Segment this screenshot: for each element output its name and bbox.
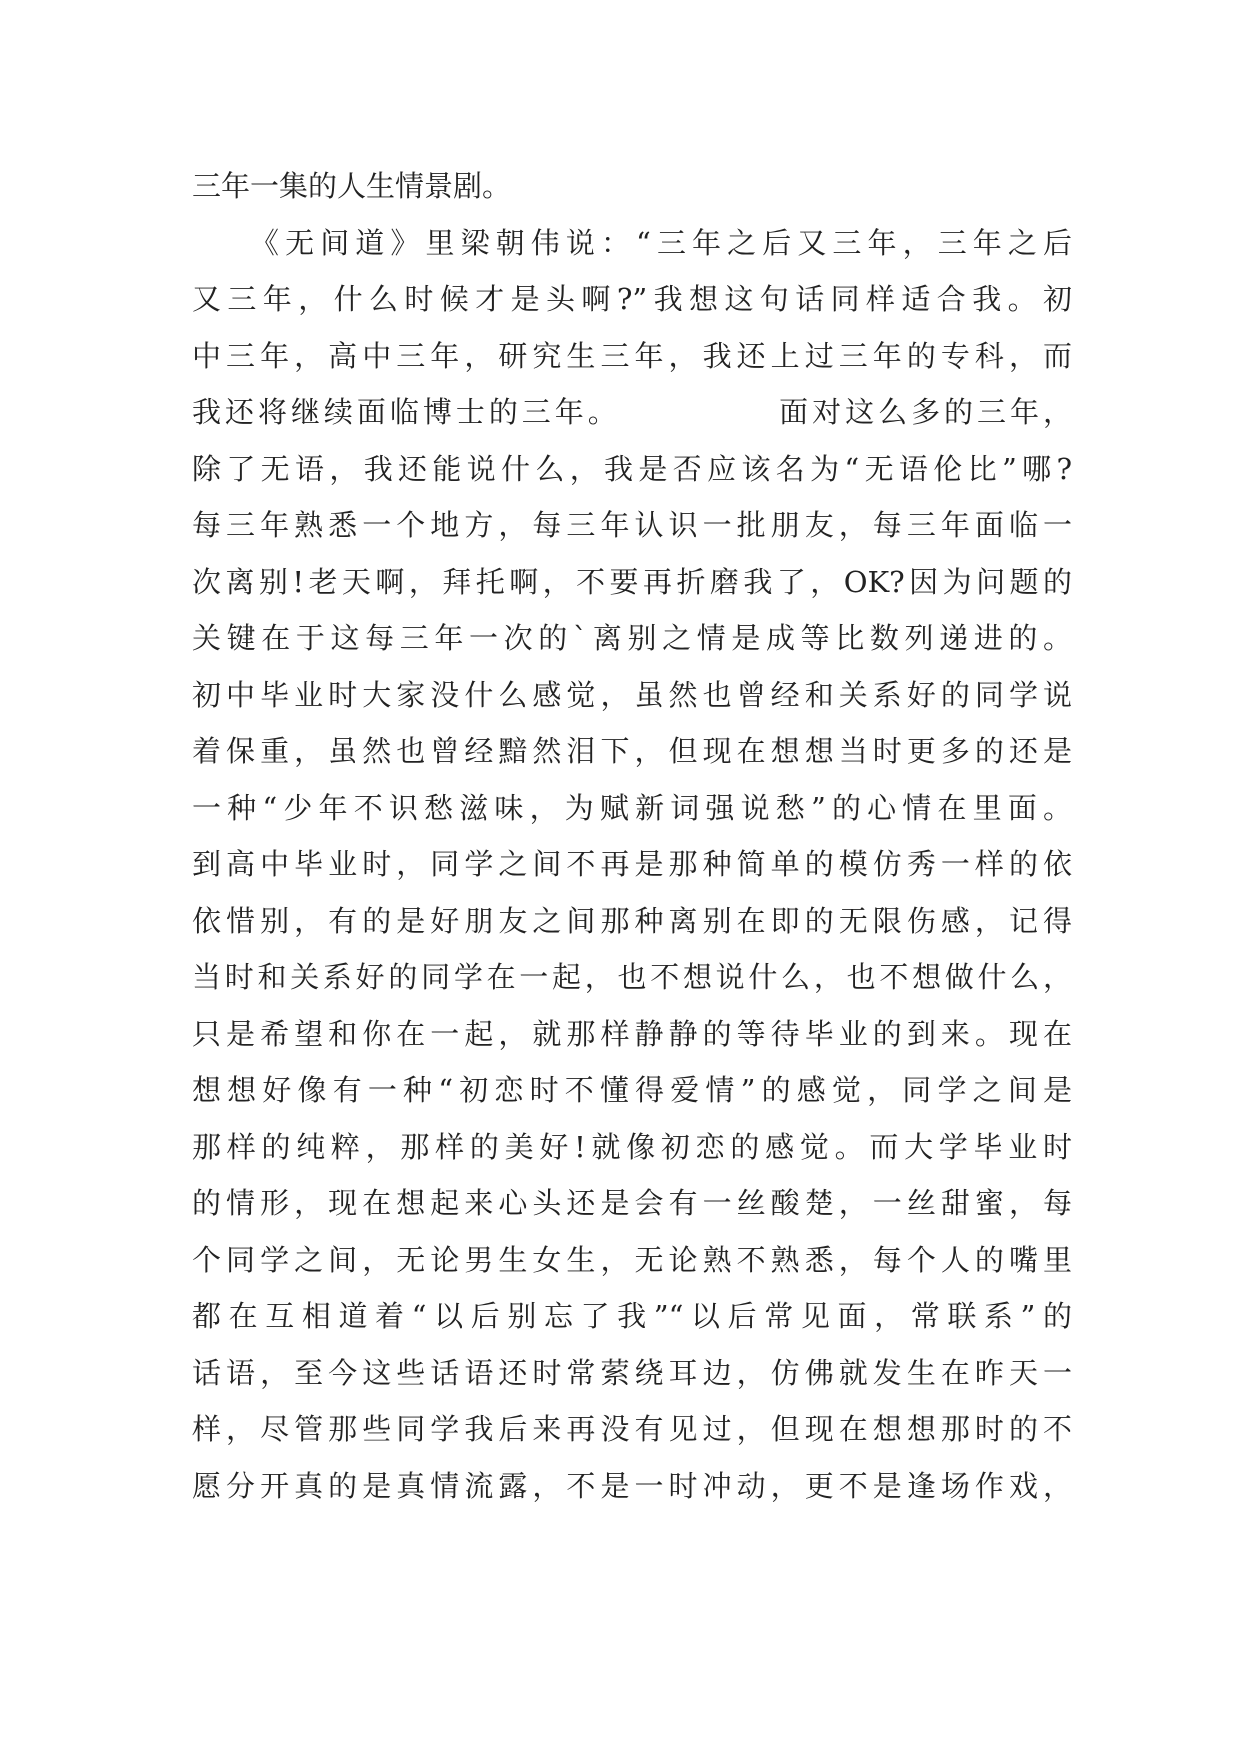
text-line: 我还将继续面临博士的三年。 面对这么多的三年， [192,395,1072,429]
text-line: 除了无语，我还能说什么，我是否应该名为“无语伦比”哪? [192,451,1072,486]
paragraph-first-line: 《无间道》里梁朝伟说：“三年之后又三年，三年之后 [250,225,1072,260]
text-line: 三年一集的人生情景剧。 [192,169,512,203]
text-line: 愿分开真的是真情流露，不是一时冲动，更不是逢场作戏， [192,1468,1072,1503]
text-line: 又三年，什么时候才是头啊?”我想这句话同样适合我。初 [192,282,1072,316]
text-line: 中三年，高中三年，研究生三年，我还上过三年的专科，而 [192,338,1072,373]
text-line: 话语，至今这些话语还时常萦绕耳边，仿佛就发生在昨天一 [192,1355,1072,1390]
text-line: 个同学之间，无论男生女生，无论熟不熟悉，每个人的嘴里 [192,1242,1072,1277]
text-line: 的情形，现在想起来心头还是会有一丝酸楚，一丝甜蜜，每 [192,1186,1072,1220]
text-line: 当时和关系好的同学在一起，也不想说什么，也不想做什么， [192,960,1072,994]
text-line: 想想好像有一种“初恋时不懂得爱情”的感觉，同学之间是 [192,1073,1072,1107]
text-line: 一种“少年不识愁滋味，为赋新词强说愁”的心情在里面。 [192,790,1072,825]
text-line: 都在互相道着“以后别忘了我”“以后常见面，常联系”的 [192,1299,1072,1333]
text-line: 次离别!老天啊，拜托啊，不要再折磨我了，OK?因为问题的 [192,564,1072,599]
text-line: 那样的纯粹，那样的美好!就像初恋的感觉。而大学毕业时 [192,1129,1072,1164]
text-line: 每三年熟悉一个地方，每三年认识一批朋友，每三年面临一 [192,508,1072,542]
text-line: 着保重，虽然也曾经黯然泪下，但现在想想当时更多的还是 [192,734,1072,768]
text-line: 到高中毕业时，同学之间不再是那种简单的模仿秀一样的依 [192,847,1072,881]
text-line: 样，尽管那些同学我后来再没有见过，但现在想想那时的不 [192,1412,1072,1446]
body-text [192,158,1072,1514]
text-line: 初中毕业时大家没什么感觉，虽然也曾经和关系好的同学说 [192,677,1072,712]
text-line: 只是希望和你在一起，就那样静静的等待毕业的到来。现在 [192,1016,1072,1051]
text-line: 依惜别，有的是好朋友之间那种离别在即的无限伤感，记得 [192,903,1072,938]
text-line: 关键在于这每三年一次的`离别之情是成等比数列递进的。 [192,621,1072,655]
